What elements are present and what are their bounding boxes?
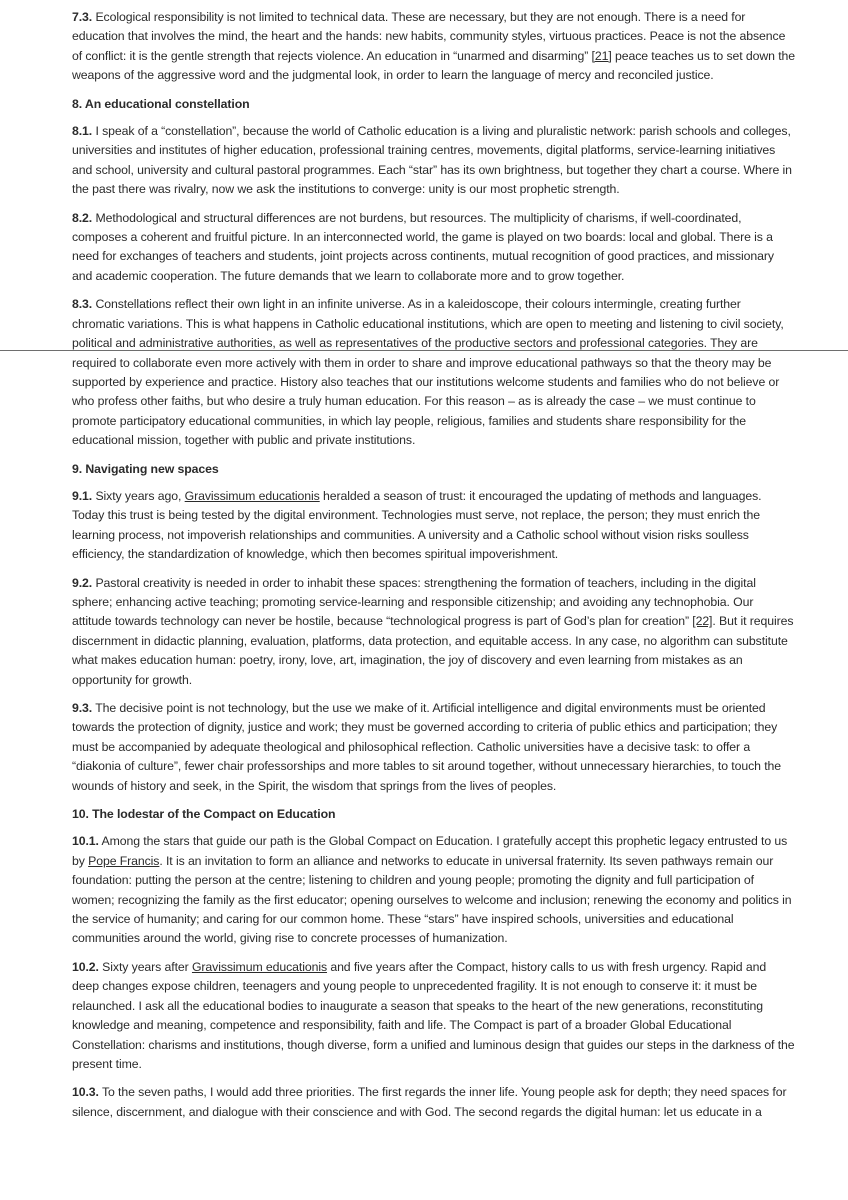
paragraph-number: 10.3. (72, 1085, 99, 1100)
paragraph-number: 8.3. (72, 297, 93, 312)
paragraph-text-continued: . It is an invitation to form an alliance and networks to educate in universal fraternity. Its seven pathways remain our foundation: putting the person at the centre; listening to children and young people; promoting the dignity and full participation of women; recognizing the family as the first educator; opening ourselves to welcome and inclusion; renewing the economy and politics in the service of humanity; and caring for our common home. These “stars” have inspired schools, universities and educational communities around the world, giving rise to concrete processes of humanization. (72, 853, 792, 946)
paragraph-text-continued: heralded a season of trust: it encouraged the updating of methods and languages. Today this trust is being tested by the digital environment. Technologies must serve, not replace, the person; they must enrich the learning process, not impoverish relationships and communities. A university and a Catholic school without vision risks soulless efficiency, the standardization of knowledge, which then becomes spiritual impoverishment. (72, 488, 762, 562)
paragraph-text: I speak of a “constellation”, because the world of Catholic education is a living and pluralistic network: parish schools and colleges, universities and institutes of higher education, professional training centres, movements, digital platforms, service-learning initiatives and school, university and cultural pastoral programmes. Each “star” has its own brightness, but together they chart a course. Where in the past there was rivalry, now we ask the institutions to converge: unity is our most prophetic strength. (72, 124, 792, 197)
paragraph-number: 10.2. (72, 959, 99, 974)
paragraph-text-continued: peace teaches us to set down the weapons of the aggressive word and the judgmental look, in order to learn the language of mercy and reconciled justice. (72, 48, 795, 83)
paragraph-text-continued: and five years after the Compact, history calls to us with fresh urgency. Rapid and deep changes expose children, teenagers and young people to unprecedented fragility. It is not enough to conserve it: it must be relaunched. I ask all the educational bodies to inaugurate a season that speaks to the heart of the new generations, reconstituting knowledge and meaning, competence and responsibility, faith and life. The Compact is part of a broader Global Educational Constellation: charisms and institutions, though diverse, form a unified and luminous design that guides our steps in the darkness of the present time. (72, 959, 795, 1071)
paragraph-9-2 (72, 574, 796, 690)
paragraph-8-3 (72, 295, 796, 450)
section-heading-9: 9. Navigating new spaces (72, 461, 219, 476)
paragraph-number: 9.2. (72, 575, 93, 590)
paragraph-text: Sixty years ago, (92, 488, 185, 503)
paragraph-8-2 (72, 209, 796, 287)
paragraph-number: 8.2. (72, 210, 93, 225)
paragraph-9-3 (72, 699, 796, 796)
paragraph-text: Sixty years after (98, 959, 192, 974)
paragraph-7-3 (72, 8, 796, 86)
footnote-link-22[interactable]: [22] (692, 614, 713, 629)
section-heading-8: 8. An educational constellation (72, 96, 250, 111)
pope-francis-link[interactable]: Pope Francis (88, 853, 160, 868)
paragraph-number: 7.3. (72, 10, 93, 24)
paragraph-number: 9.1. (72, 488, 93, 503)
paragraph-number: 8.1. (72, 124, 93, 139)
paragraph-text: The decisive point is not technology, but the use we make of it. Artificial intelligence and digital environments must be oriented towards the protection of dignity, justice and work; they must be governed according to criteria of public ethics and participation; they must be accompanied by adequate theological and philosophical reflection. Catholic universities have a decisive task: to offer a “diakonia of culture”, fewer chair professorships and more tables to sit around together, without unnecessary hierarchies, to touch the wounds of history and seek, in the Spirit, the wisdom that springs from the lives of peoples. (72, 701, 781, 793)
paragraph-number: 9.3. (72, 701, 93, 715)
paragraph-text: Pastoral creativity is needed in order to inhabit these spaces: strengthening the formation of teachers, including in the digital sphere; enhancing active teaching; promoting service-learning and responsible citizenship; and avoiding any technophobia. Our attitude towards technology can never be hostile, because “technological progress is part of God’s plan for creation” (72, 575, 756, 629)
paragraph-10-1 (72, 832, 796, 948)
paragraph-text: Methodological and structural differences are not burdens, but resources. The multiplicity of charisms, if well-coordinated, composes a coherent and fruitful picture. In an interconnected world, the game is played on two boards: local and global. There is a need for exchanges of teachers and students, joint projects across continents, mutual recognition of good practices, and missionary and academic cooperation. The future demands that we learn to collaborate more and to grow together. (72, 210, 774, 283)
paragraph-text: Among the stars that guide our path is the Global Compact on Education. I gratefully accept this prophetic legacy entrusted to us by (72, 834, 788, 868)
paragraph-text-continued: . But it requires discernment in didactic planning, evaluation, platforms, data protection, and equitable access. In any case, no algorithm can substitute what makes education human: poetry, irony, love, art, imagination, the joy of discovery and even learning from mistakes as an opportunity for growth. (72, 614, 794, 687)
paragraph-10-2 (72, 958, 796, 1074)
document-page (72, 8, 796, 1131)
footnote-link-21[interactable]: [21] (591, 48, 612, 63)
gravissimum-educationis-link[interactable]: Gravissimum educationis (191, 959, 328, 974)
paragraph-8-1 (72, 122, 796, 200)
paragraph-text: To the seven paths, I would add three priorities. The first regards the inner life. Young people ask for depth; they need spaces for silence, discernment, and dialogue with their conscience and with God. The second regards the digital human: let us educate in a (72, 1085, 787, 1119)
section-heading-10: 10. The lodestar of the Compact on Education (72, 807, 336, 822)
paragraph-10-3 (72, 1083, 796, 1122)
paragraph-text: Ecological responsibility is not limited to technical data. These are necessary, but they are not enough. There is a need for education that involves the mind, the heart and the hands: new habits, community styles, virtuous practices. Peace is not the absence of conflict: it is the gentle strength that rejects violence. An education in “unarmed and disarming” (72, 10, 786, 63)
paragraph-text: Constellations reflect their own light in an infinite universe. As in a kaleidoscope, their colours intermingle, creating further chromatic variations. This is what happens in Catholic educational institutions, which are open to meeting and listening to civil society, political and administrative authorities, as well as representatives of the productive sectors and professional categories. They are required to collaborate even more actively with them in order to share and improve educational pathways so that the theory may be supported by experience and practice. History also teaches that our institutions welcome students and families who do not believe or who profess other faiths, but who desire a truly human education. For this reason – as is already the case – we must continue to promote participatory educational communities, in which lay people, religious, families and students share responsibility for the educational mission, together with public and private institutions. (72, 297, 784, 448)
paragraph-number: 10.1. (72, 834, 99, 849)
gravissimum-educationis-link[interactable]: Gravissimum educationis (184, 488, 320, 503)
paragraph-9-1 (72, 487, 796, 565)
